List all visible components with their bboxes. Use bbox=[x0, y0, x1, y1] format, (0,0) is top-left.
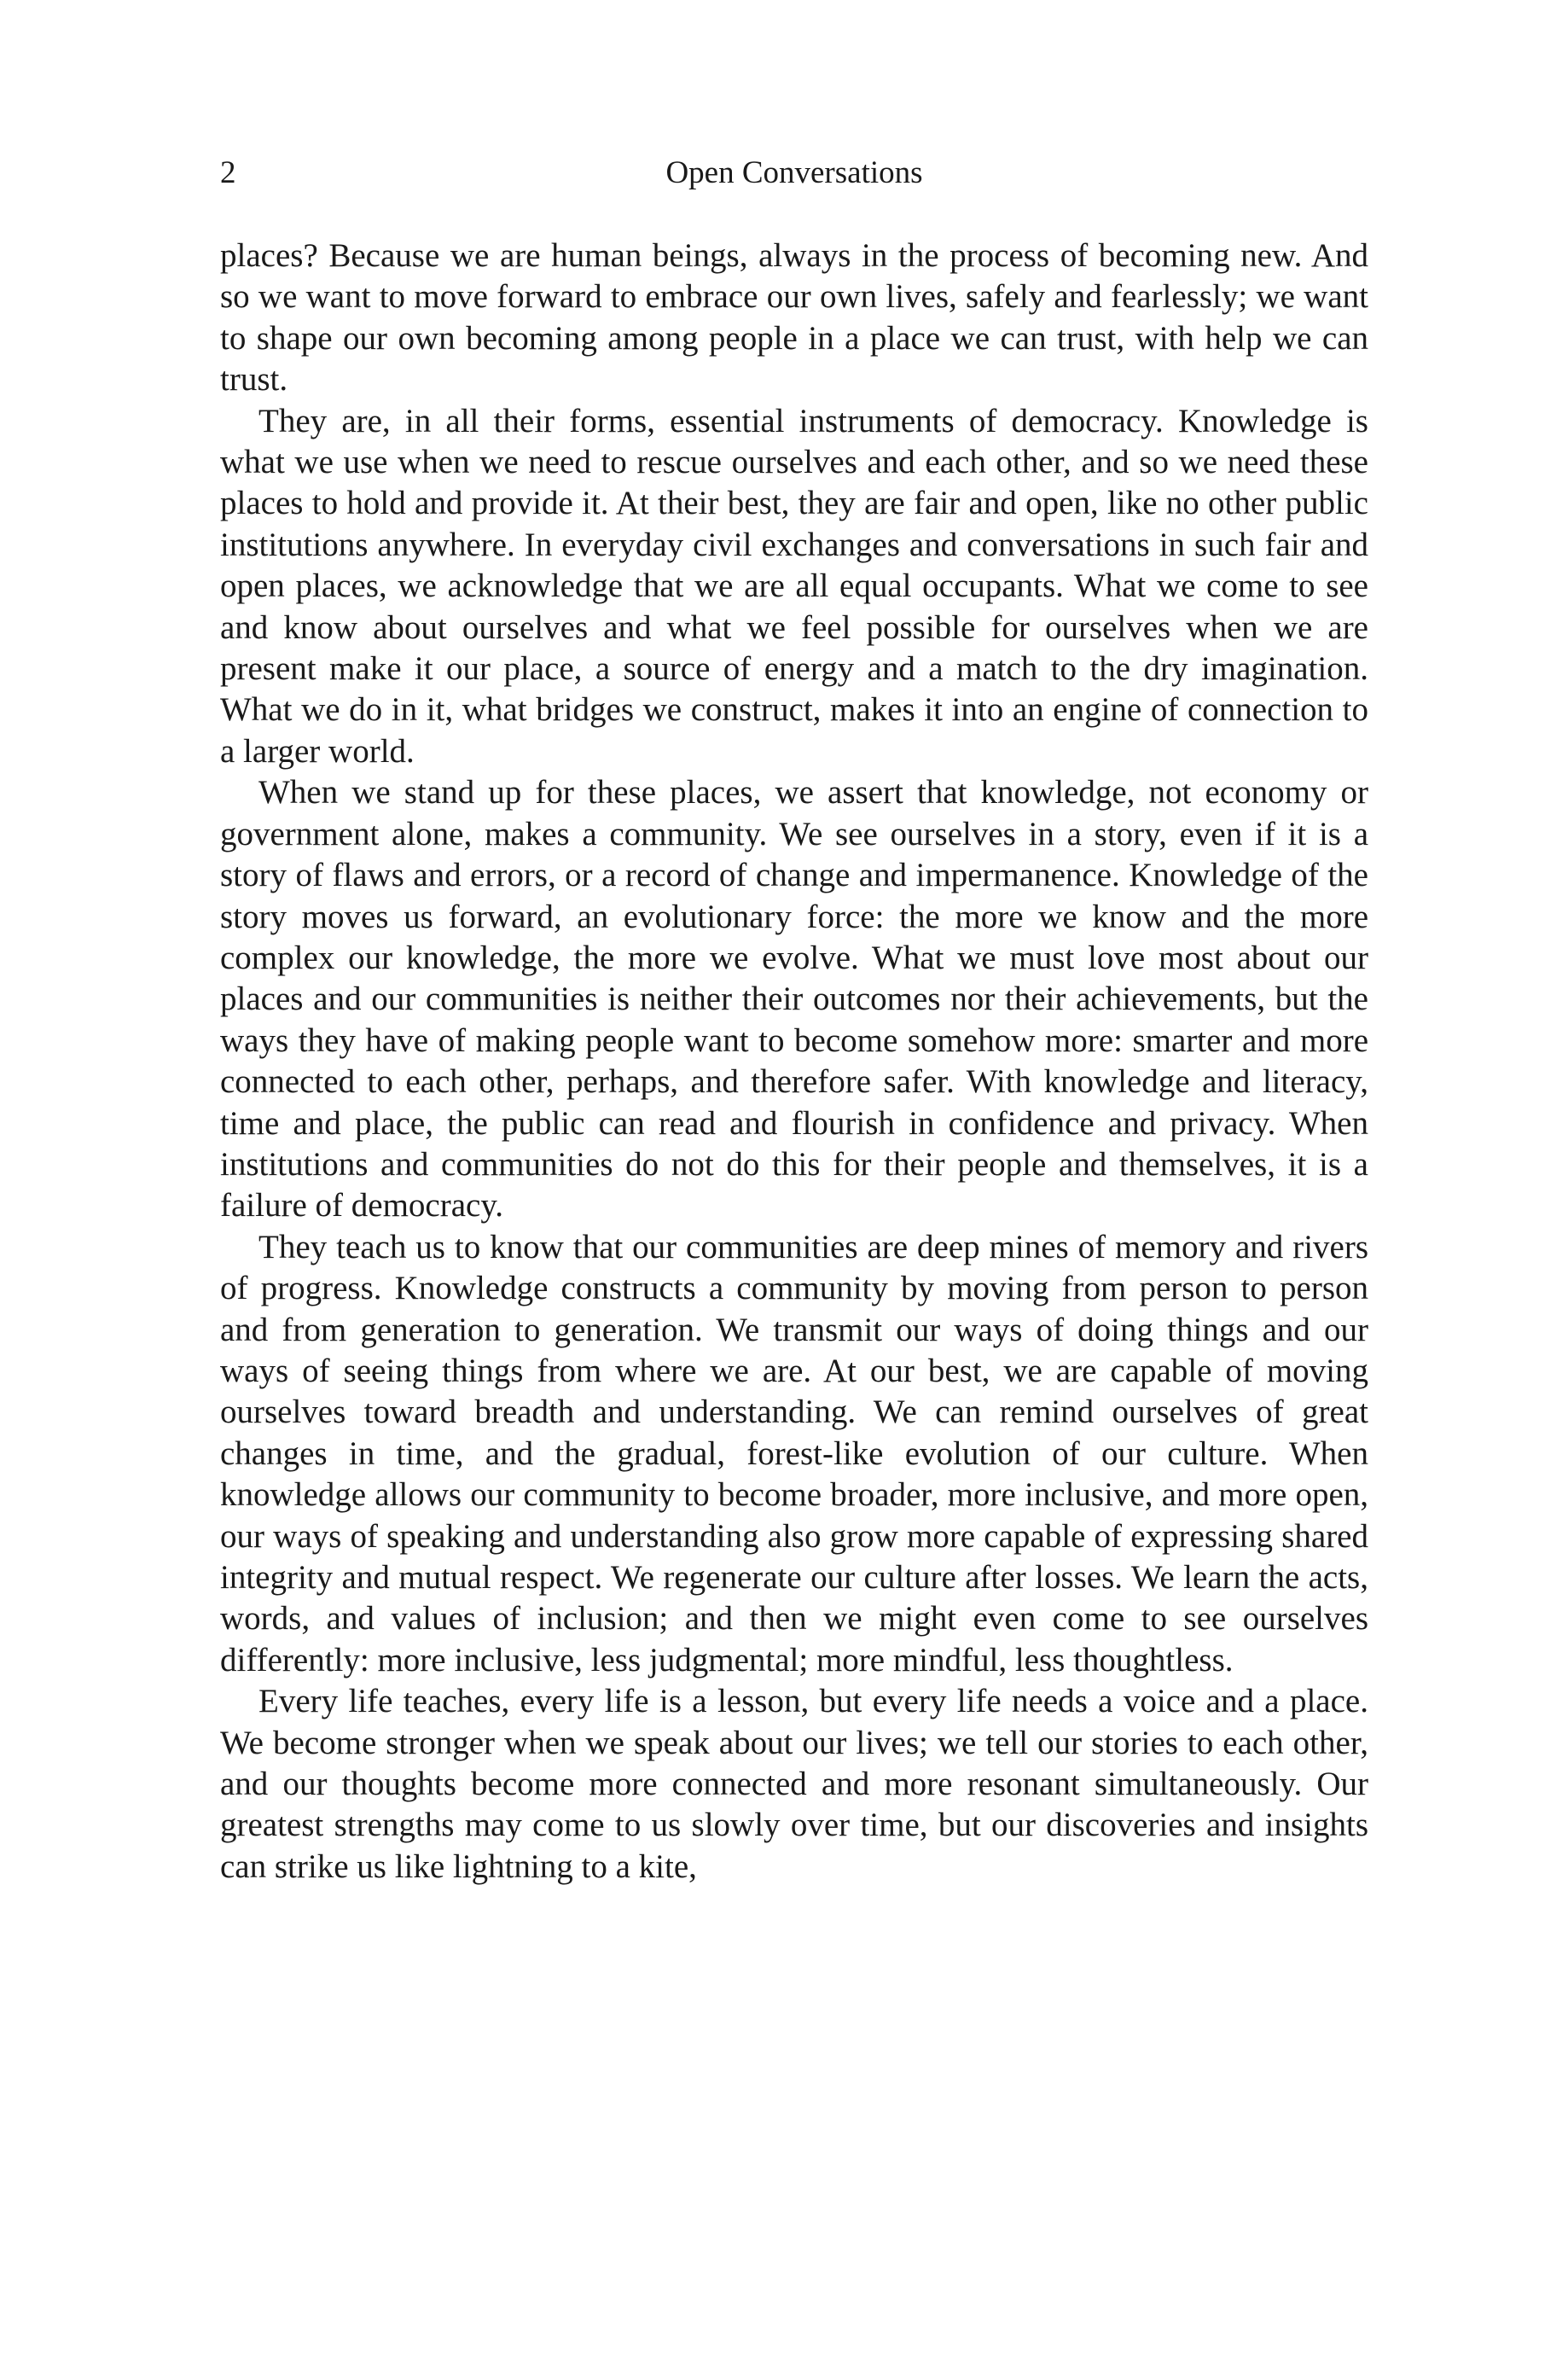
paragraph: They are, in all their forms, essential instruments of democracy. Knowledge is what we use when we need to rescue ourselves and each other, and so we need these places to hold and provide it. At their best, they are fair and open, like no other public institutions anywhere. In everyday civil exchanges and conversations in such fair and open places, we acknowledge that we are all equal occupants. What we come to see and know about ourselves and what we feel possible for ourselves when we are present make it our place, a source of energy and a match to the dry imagination. What we do in it, what bridges we construct, makes it into an engine of connection to a larger world. bbox=[220, 402, 1368, 770]
running-head bbox=[220, 152, 1368, 195]
body-text bbox=[220, 236, 1368, 1888]
paragraph: They teach us to know that our communities are deep mines of memory and rivers of progress. Knowledge constructs a community by moving from person to person and from generation to generation. We transmit our ways of doing things and our ways of seeing things from where we are. At our best, we are capable of moving ourselves toward breadth and understanding. We can remind ourselves of great changes in time, and the gradual, forest-like evolution of our culture. When knowledge allows our community to become broader, more inclusive, and more open, our ways of speaking and understanding also grow more capable of expressing shared integrity and mutual respect. We regenerate our culture after losses. We learn the acts, words, and values of inclusion; and then we might even come to see ourselves differently: more inclusive, less judgmental; more mindful, less thoughtless. bbox=[220, 1228, 1368, 1679]
running-title: Open Conversations bbox=[665, 155, 923, 190]
paragraph: When we stand up for these places, we assert that knowledge, not economy or government alone, makes a community. We see ourselves in a story, even if it is a story of flaws and errors, or a record of change and impermanence. Knowledge of the story moves us forward, an evolutionary force: the more we know and the more complex our knowledge, the more we evolve. What we must love most about our places and our communities is neither their outcomes nor their achievements, but the ways they have of making people want to become somehow more: smarter and more connected to each other, perhaps, and therefore safer. With knowledge and literacy, time and place, the public can read and flourish in confidence and privacy. When institutions and communities do not do this for their people and themselves, it is a failure of democracy. bbox=[220, 774, 1368, 1225]
page-number: 2 bbox=[220, 155, 236, 190]
paragraph: places? Because we are human beings, always in the process of becoming new. And so we want to move forward to embrace our own lives, safely and fearlessly; we want to shape our own becoming among people in a place we can trust, with help we can trust. bbox=[220, 237, 1368, 399]
paragraph: Every life teaches, every life is a lesson, but every life needs a voice and a place. We become stronger when we speak about our lives; we tell our stories to each other, and our thoughts become more connected and more resonant simultaneously. Our greatest strengths may come to us slowly over time, but our discoveries and insights can strike us like lightning to a kite, bbox=[220, 1683, 1368, 1885]
